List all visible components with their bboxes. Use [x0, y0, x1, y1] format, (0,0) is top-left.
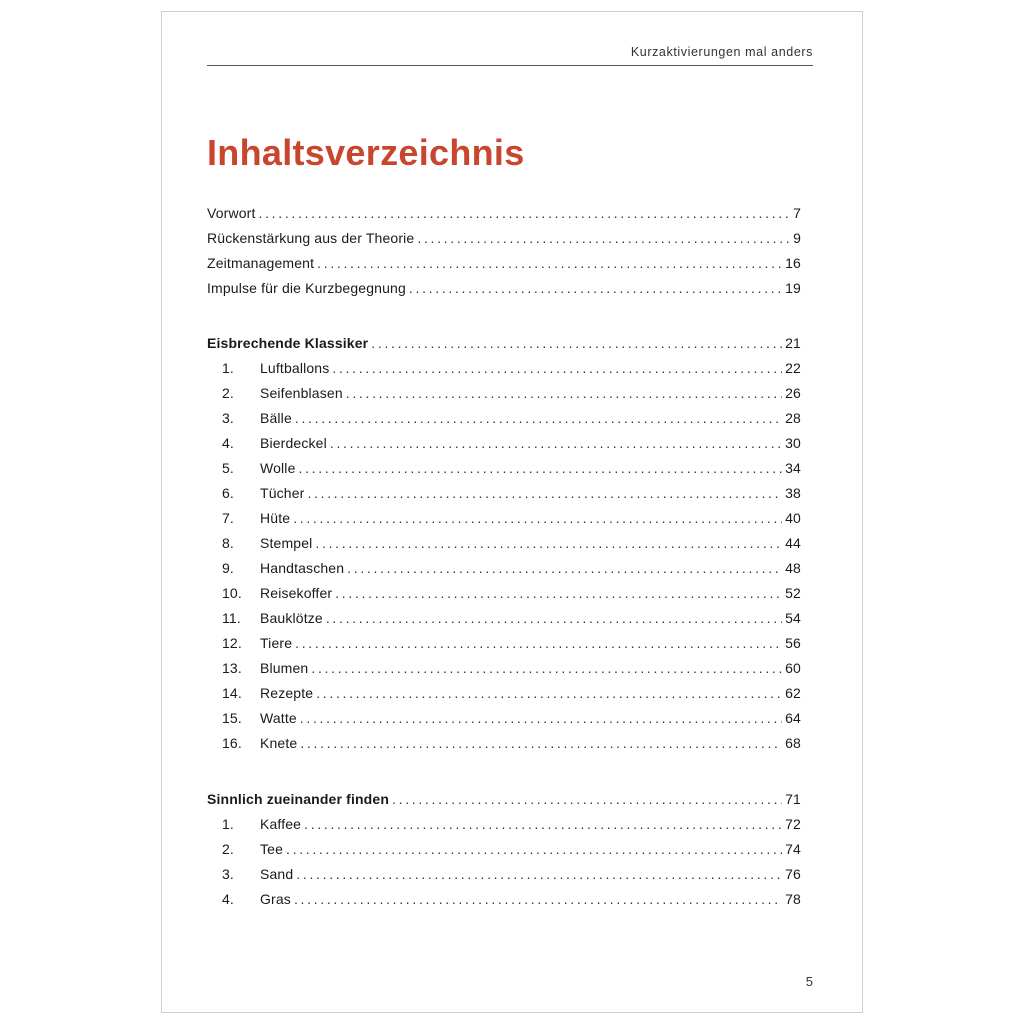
toc-entry-label: Rezepte [260, 685, 314, 701]
toc-page-number: 71 [785, 791, 801, 807]
toc-page-number: 54 [785, 610, 801, 626]
toc-entry [207, 251, 801, 276]
dot-leader [409, 276, 782, 301]
toc-page-number: 34 [785, 460, 801, 476]
toc-entry-label: Blumen [260, 660, 309, 676]
toc-entry [207, 356, 801, 381]
toc-entry-number: 10. [222, 585, 242, 601]
toc-entry-label: Reisekoffer [260, 585, 333, 601]
toc-entry-label: Handtaschen [260, 560, 345, 576]
toc-entry-label: Luftballons [260, 360, 330, 376]
dot-leader [286, 837, 782, 862]
toc-entry [207, 481, 801, 506]
toc-entry-number: 2. [222, 841, 234, 857]
toc-page-number: 72 [785, 816, 801, 832]
dot-leader [296, 862, 782, 887]
toc-entry-number: 3. [222, 410, 234, 426]
toc-page-number: 60 [785, 660, 801, 676]
dot-leader [316, 681, 782, 706]
toc-entry-label: Bauklötze [260, 610, 323, 626]
toc-entry-label: Tücher [260, 485, 305, 501]
toc-entry [207, 226, 801, 251]
dot-leader [299, 456, 783, 481]
toc-entry [207, 406, 801, 431]
dot-leader [335, 581, 782, 606]
dot-leader [347, 556, 782, 581]
toc-section-sinnlich-zueinander-finden [207, 787, 801, 912]
toc-page-number: 62 [785, 685, 801, 701]
toc-page-number: 74 [785, 841, 801, 857]
toc-entry-label: Tee [260, 841, 284, 857]
toc-entry-label: Bierdeckel [260, 435, 327, 451]
toc-entry-label: Seifenblasen [260, 385, 343, 401]
toc-entry-label: Gras [260, 891, 291, 907]
toc-entry-number: 7. [222, 510, 234, 526]
toc-entry-label: Impulse für die Kurzbegegnung [207, 280, 406, 296]
page-number: 5 [805, 974, 813, 989]
toc-entry [207, 581, 801, 606]
toc-entry-label: Stempel [260, 535, 313, 551]
toc-entry [207, 812, 801, 837]
dot-leader [259, 201, 791, 226]
toc-page-number: 7 [793, 205, 801, 221]
toc-entry [207, 456, 801, 481]
dot-leader [293, 506, 782, 531]
toc-entry-label: Knete [260, 735, 298, 751]
toc-entry-number: 9. [222, 560, 234, 576]
toc-entry [207, 862, 801, 887]
toc-page-number: 9 [793, 230, 801, 246]
toc-entry-label: Zeitmanagement [207, 255, 315, 271]
toc-entry-number: 5. [222, 460, 234, 476]
toc-entry [207, 276, 801, 301]
toc-section-heading [207, 331, 801, 356]
toc-title: Inhaltsverzeichnis [207, 132, 525, 173]
toc-entry-number: 12. [222, 635, 242, 651]
toc-entry-number: 6. [222, 485, 234, 501]
toc-entry-label: Tiere [260, 635, 293, 651]
toc-entry-number: 15. [222, 710, 242, 726]
toc-entry [207, 631, 801, 656]
toc-page-number: 64 [785, 710, 801, 726]
toc-page-number: 30 [785, 435, 801, 451]
toc-entry [207, 656, 801, 681]
toc-entry [207, 706, 801, 731]
toc-intro-block [207, 201, 801, 301]
dot-leader [330, 431, 782, 456]
toc-entry-label: Wolle [260, 460, 296, 476]
toc-entry-label: Hüte [260, 510, 291, 526]
toc-page-number: 19 [785, 280, 801, 296]
toc-entry-number: 1. [222, 360, 234, 376]
toc-entry-label: Bälle [260, 410, 292, 426]
document-page [161, 11, 863, 1013]
toc-page-number: 52 [785, 585, 801, 601]
toc-section-heading [207, 787, 801, 812]
toc-entry-number: 13. [222, 660, 242, 676]
toc-page-number: 68 [785, 735, 801, 751]
toc-entry-label: Rückenstärkung aus der Theorie [207, 230, 415, 246]
toc-page-number: 56 [785, 635, 801, 651]
dot-leader [294, 887, 782, 912]
toc-entry-number: 1. [222, 816, 234, 832]
toc-page-number: 44 [785, 535, 801, 551]
toc-entry-label: Watte [260, 710, 297, 726]
toc-entry-label: Sand [260, 866, 294, 882]
dot-leader [346, 381, 782, 406]
toc-section-title: Sinnlich zueinander finden [207, 791, 390, 807]
toc-page-number: 40 [785, 510, 801, 526]
toc-page-number: 78 [785, 891, 801, 907]
dot-leader [300, 706, 782, 731]
toc-entry-number: 8. [222, 535, 234, 551]
toc-entry-number: 11. [222, 610, 241, 626]
toc-page-number: 38 [785, 485, 801, 501]
toc-section-title: Eisbrechende Klassiker [207, 335, 369, 351]
dot-leader [371, 331, 782, 356]
toc-entry [207, 731, 801, 756]
toc-page-number: 48 [785, 560, 801, 576]
dot-leader [295, 406, 782, 431]
toc-entry-label: Vorwort [207, 205, 256, 221]
dot-leader [392, 787, 782, 812]
toc-entry [207, 606, 801, 631]
dot-leader [307, 481, 782, 506]
toc-page-number: 76 [785, 866, 801, 882]
toc-entry [207, 887, 801, 912]
dot-leader [317, 251, 782, 276]
toc-entry [207, 681, 801, 706]
toc-entry-number: 4. [222, 435, 234, 451]
toc-entry-number: 3. [222, 866, 234, 882]
toc-page-number: 21 [785, 335, 801, 351]
dot-leader [315, 531, 782, 556]
toc-entry-number: 16. [222, 735, 242, 751]
header-rule [207, 65, 813, 66]
toc-entry [207, 837, 801, 862]
toc-page-number: 26 [785, 385, 801, 401]
running-header: Kurzaktivierungen mal anders [630, 45, 813, 59]
dot-leader [311, 656, 782, 681]
toc-entry [207, 431, 801, 456]
toc-entry-number: 4. [222, 891, 234, 907]
toc-entry [207, 381, 801, 406]
toc-page-number: 16 [785, 255, 801, 271]
toc-entry [207, 556, 801, 581]
toc-entry [207, 531, 801, 556]
dot-leader [304, 812, 782, 837]
dot-leader [332, 356, 782, 381]
toc-entry [207, 506, 801, 531]
toc-page-number: 28 [785, 410, 801, 426]
toc-entry-number: 14. [222, 685, 242, 701]
dot-leader [300, 731, 782, 756]
dot-leader [417, 226, 790, 251]
dot-leader [295, 631, 782, 656]
toc-entry [207, 201, 801, 226]
toc-page-number: 22 [785, 360, 801, 376]
toc-entry-number: 2. [222, 385, 234, 401]
toc-section-eisbrechende-klassiker [207, 331, 801, 756]
toc-entry-label: Kaffee [260, 816, 302, 832]
dot-leader [326, 606, 782, 631]
